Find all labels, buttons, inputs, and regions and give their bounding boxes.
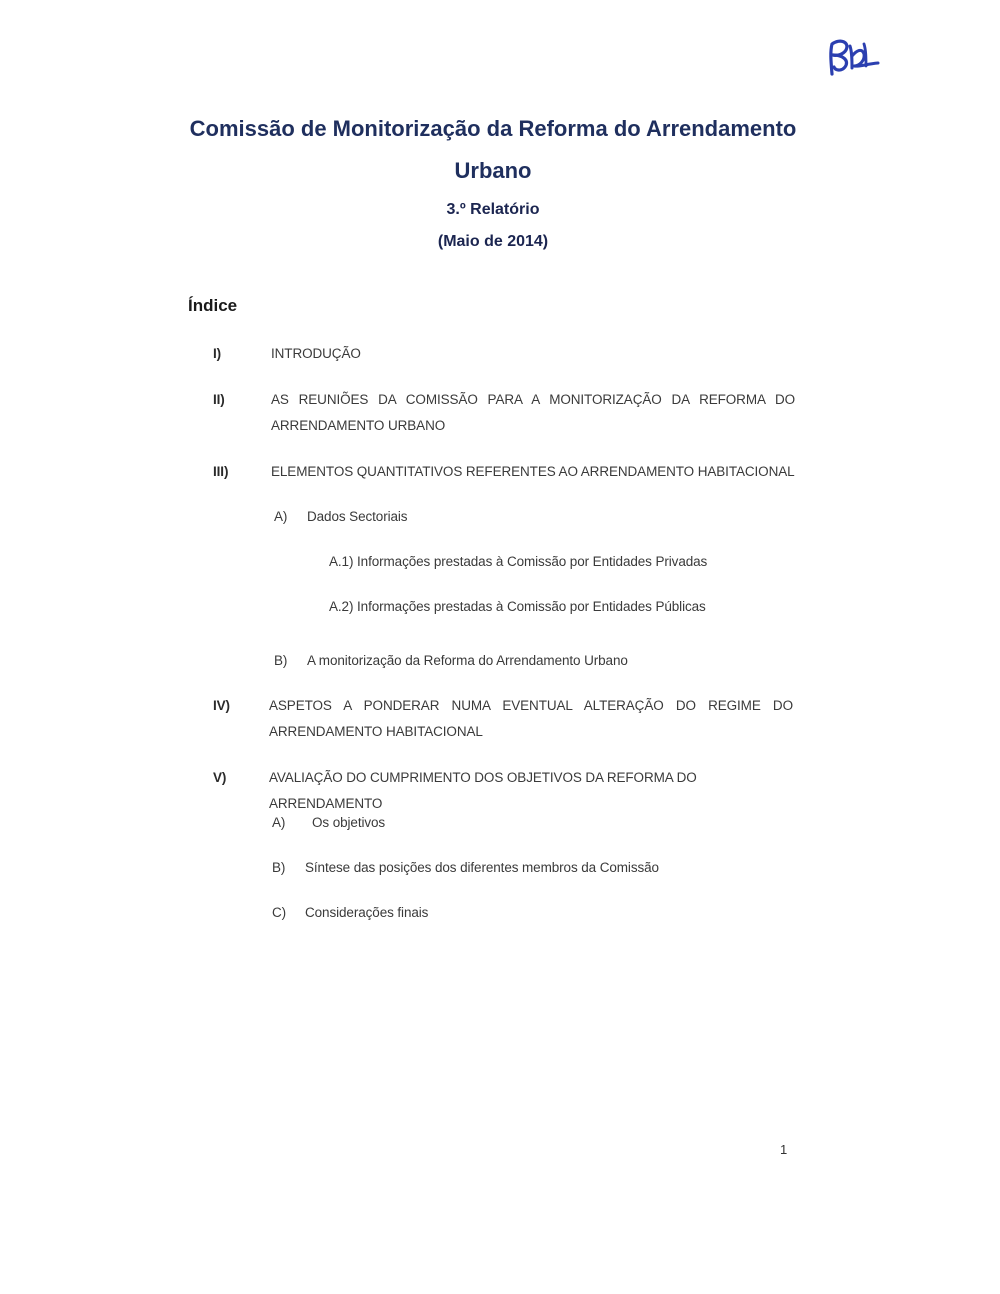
toc-section-title: INTRODUÇÃO (271, 346, 361, 361)
document-title: Comissão de Monitorização da Reforma do Arrendamento (189, 116, 797, 141)
toc-subsection-letter: A) (272, 815, 286, 830)
toc-subsection-title: Os objetivos (312, 815, 386, 830)
toc-section-title: AS REUNIÕES DA COMISSÃO PARA A MONITORIZAÇÃO DA REFORMA DO ARRENDAMENTO URBANO (271, 392, 795, 433)
toc-subsection-letter: C) (272, 905, 287, 920)
handwritten-signature (822, 36, 886, 80)
toc-subsection-letter: B) (274, 653, 288, 668)
toc-section-title: ASPETOS A PONDERAR NUMA EVENTUAL ALTERAÇÃO DO REGIME DO ARRENDAMENTO HABITACIONAL (269, 698, 793, 739)
page-number: 1 (780, 1142, 788, 1157)
report-date: (Maio de 2014) (437, 233, 549, 250)
toc-subsubsection: A.1) Informações prestadas à Comissão por Entidades Privadas (329, 554, 708, 569)
toc-section-number: V) (213, 770, 227, 785)
toc-section-title: AVALIAÇÃO DO CUMPRIMENTO DOS OBJETIVOS DA REFORMA DO ARRENDAMENTO (269, 770, 697, 811)
document-title-continued: Urbano (454, 158, 532, 183)
toc-section-number: I) (213, 346, 222, 361)
toc-subsubsection: A.2) Informações prestadas à Comissão por Entidades Públicas (329, 599, 706, 614)
toc-subsection-letter: A) (274, 509, 288, 524)
toc-section-title: ELEMENTOS QUANTITATIVOS REFERENTES AO ARRENDAMENTO HABITACIONAL (271, 464, 795, 479)
toc-section-number: IV) (213, 698, 230, 713)
toc-subsection-title: Considerações finais (305, 905, 429, 920)
index-heading: Índice (188, 296, 238, 315)
toc-section-number: III) (213, 464, 229, 479)
toc-subsection-title: Dados Sectoriais (307, 509, 408, 524)
report-number: 3.º Relatório (446, 201, 540, 218)
toc-subsection-letter: B) (272, 860, 286, 875)
toc-section-number: II) (213, 392, 225, 407)
toc-subsection-title: A monitorização da Reforma do Arrendamento Urbano (307, 653, 628, 668)
toc-subsection-title: Síntese das posições dos diferentes membros da Comissão (305, 860, 659, 875)
